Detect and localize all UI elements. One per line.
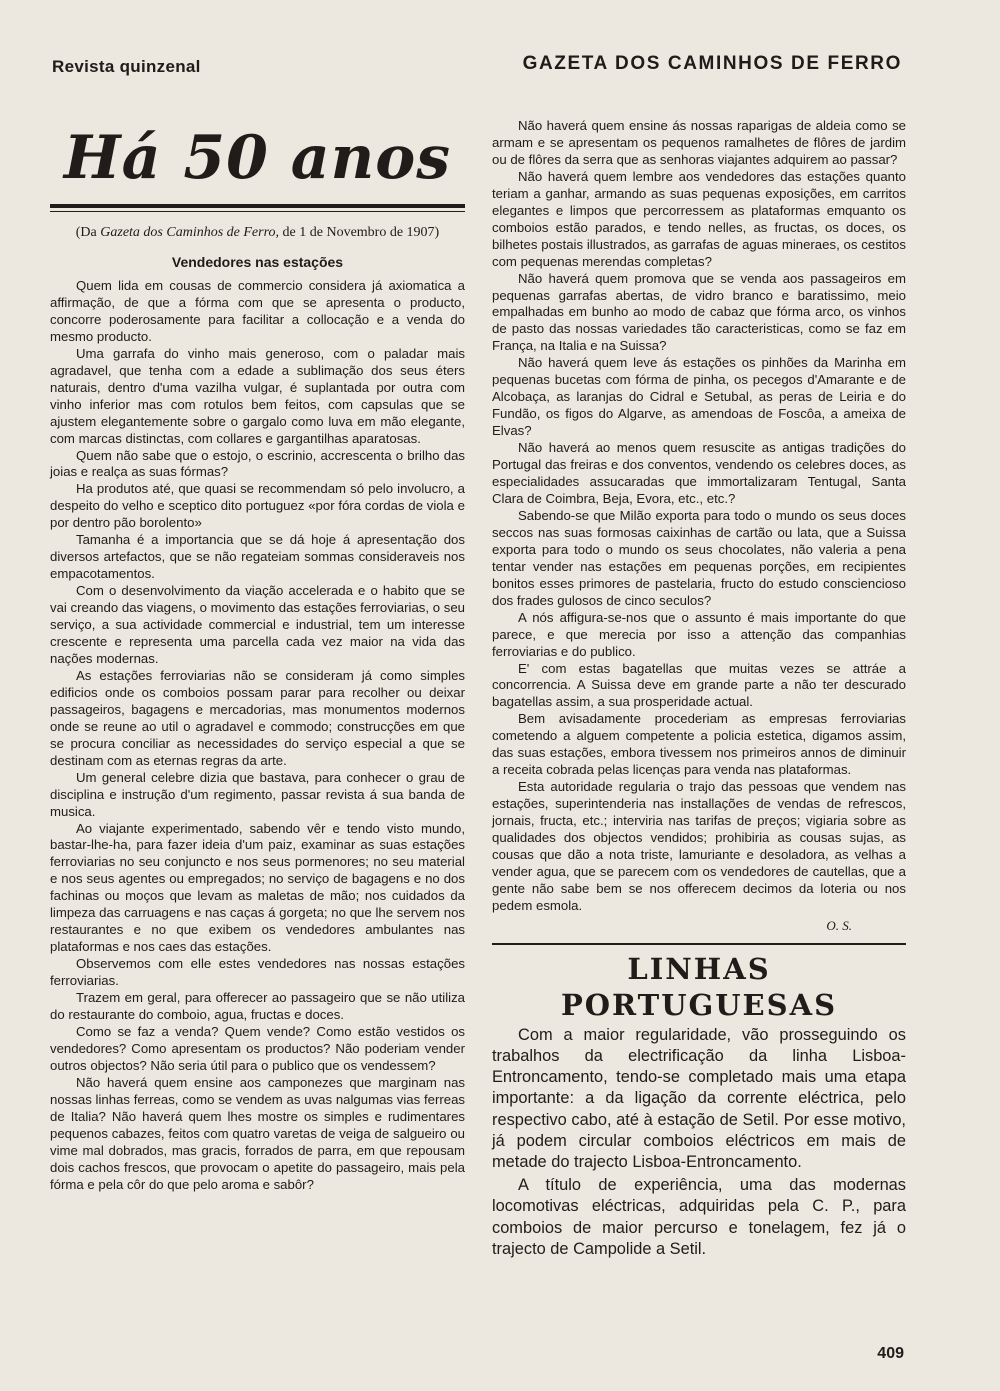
paragraph: Com a maior regularidade, vão prosseguindo os trabalhos da electrificação da linha Lisboa-Entroncamento, tendo-se completado mais uma etapa importante: a da ligação da corrente eléctrica, pelo respectivo cabo, até à estação de Setil. Por esse motivo, já podem circular comboios eléctricos em mais de metade do trajecto Lisboa-Entroncamento.: [492, 1025, 906, 1172]
article-subtitle: Vendedores nas estações: [171, 254, 344, 270]
section-title: LINHAS PORTUGUESAS: [560, 951, 838, 1022]
title-rule-thin: [50, 211, 465, 212]
paragraph: Trazem em geral, para offerecer ao passageiro que se não utiliza do restaurante do comboio, agua, fructas e doces.: [50, 990, 465, 1022]
news-section: [492, 943, 906, 1260]
paragraph: Ao viajante experimentado, sabendo vêr e tendo visto mundo, bastar-lhe-ha, para fazer ideia d'um paiz, examinar as suas estações ferroviarias no seu conjuncto e nos seus pormenores; no seu material e nos seus agentes ou empregados; no serviço de bagagens e no dos fachinas ou moços que levam as maletas de mão; nos cuidados da limpeza das carruagens e nas caças á gorgeta; no que lhe servem nos restaurantes e no que exibem os vendedores ambulantes nas plataformas e nos caes das estações.: [50, 820, 465, 955]
section-body: [492, 1025, 906, 1260]
section-rule: [492, 943, 906, 945]
paragraph: Como se faz a venda? Quem vende? Como estão vestidos os vendedores? Como apresentam os productos? Não poderiam vender outros objectos? Não seria útil para o publico que os vendessem?: [50, 1023, 465, 1073]
paragraph: Não haverá quem ensine ás nossas raparigas de aldeia como se armam e se apresentam os pequenos ramalhetes de flôres de jardim ou de flôres da serra que as senhoras viajantes adquirem ao passar?: [492, 118, 906, 167]
page-number: 409: [877, 1345, 904, 1362]
paragraph: Esta autoridade regularia o trajo das pessoas que vendem nas estações, superintenderia nas installações de vendas de refrescos, jornais, fructa, etc.; interviria nas tarifas de preços; vigiaria sobre as qualidades dos objectos vendidos; prohibiria as cousas sujas, as cousas que dão a nota triste, lamuriante e desoladora, as velhas a vender agua, que se parecem com os vendedores de cautellas, que a gente não sabe bem se nos offerecem decimos da loteria ou nos pedem esmola.: [492, 779, 906, 913]
paragraph: Quem não sabe que o estojo, o escrinio, accrescenta o brilho das joias e realça as suas fórmas?: [50, 447, 465, 480]
paragraph: Ha produtos até, que quasi se recommendam só pelo involucro, a despeito do velho e sceptico dito portuguez «por fóra cordas de viola e por dentro pão borolento»: [50, 481, 465, 531]
title-rule-thick: [50, 204, 465, 208]
paragraph: Não haverá quem promova que se venda aos passageiros em pequenas garrafas abertas, de vidro branco e baratissimo, meio empalhadas em bunho ao modo de cabaz que fórma arco, os vinhos de pasto das nossas variedades tão caracteristicas, como se faz em França, na Italia e na Suissa?: [492, 270, 906, 354]
article-title: Há 50 anos: [63, 123, 452, 193]
paragraph: Quem lida em cousas de commercio considera já axiomatica a affirmação, de que a fórma com que se apresenta o producto, concorre poderosamente para facilitar a collocação e a venda do mesmo producto.: [50, 278, 465, 344]
magazine-frequency: Revista quinzenal: [52, 57, 201, 76]
paragraph: Sabendo-se que Milão exporta para todo o mundo os seus doces seccos nas suas formosas caixinhas de cartão ou lata, que a Suissa exporta para todo o mundo os seus chocolates, não valeria a pena tentar vender nas estações em pequenas porções, em recipientes bonitos esses primores de pastelaria, fructo do estudo consciencioso dos frades gulosos de cinco seculos?: [492, 507, 906, 608]
paragraph: Uma garrafa do vinho mais generoso, com o paladar mais agradavel, que tenha com a edade a sublimação dos seus éters naturais, dentro d'uma vazilha vulgar, é suplantada por outra com vinho inferior mas com rotulos bem feitos, com capsulas que se ajustem elegantemente sobre o gargalo como luva em mão elegante, com marcas distinctas, com collares e gargantilhas aparatosas.: [50, 345, 465, 446]
source-suffix: de 1 de Novembro de 1907): [279, 225, 440, 240]
paragraph: Não haverá quem ensine aos camponezes que marginam nas nossas linhas ferreas, como se vendem as uvas nalgumas vias ferreas de Italia? Não haverá quem lhes mostre os simples e rudimentares pequenos cabazes, feitos com quatro varetas de veiga de salgueiro ou vime mal dobrados, mas gracis, forrados de parra, em que repousam dois cachos frescos, que provocam o apetite do passageiro, mais pela fórma e pela côr do que pelo aroma e sabôr?: [50, 1074, 465, 1192]
paragraph: Não haverá ao menos quem resuscite as antigas tradições do Portugal das freiras e dos conventos, vendendo os celebres doces, as especialidades assucaradas que immortalizaram Tentugal, Santa Clara de Coimbra, Beja, Evora, etc., etc.?: [492, 440, 906, 506]
paragraph: E' com estas bagatellas que muitas vezes se attráe a concorrencia. A Suissa deve em grande parte a não ter descurado bagatellas assim, a sua prosperidade actual.: [492, 660, 906, 710]
paragraph: As estações ferroviarias não se consideram já como simples edificios onde os comboios possam parar para recolher ou deixar passageiros, bagagens e mercadorias, mas monumentos modernos onde se reune ao util o agradavel e commodo; construcções em que se procura conciliar as necessidades do serviço especial a que se destinam com as eternas regras da arte.: [50, 667, 465, 768]
paragraph: A título de experiência, uma das modernas locomotivas eléctricas, adquiridas pela C. P., para comboios de maior percurso e tonelagem, fez já o trajecto de Campolide a Setil.: [492, 1176, 906, 1258]
magazine-title: GAZETA DOS CAMINHOS DE FERRO: [522, 53, 902, 74]
article-body-right: [492, 118, 906, 915]
paragraph: Com o desenvolvimento da viação accelerada e o habito que se vai creando das viagens, o movimento das estações ferroviarias, o seu serviço, a sua actividade commercial e industrial, tem um interesse crescente e representa uma parcella cada vez maior na vida das nações modernas.: [50, 583, 465, 666]
article-source: [50, 224, 465, 242]
paragraph: Tamanha é a importancia que se dá hoje á apresentação dos diversos artefactos, que se não regateiam sommas consideraveis nos empacotamentos.: [50, 532, 465, 582]
paragraph: Observemos com elle estes vendedores nas nossas estações ferroviarias.: [50, 956, 465, 989]
paragraph: Não haverá quem leve ás estações os pinhões da Marinha em pequenas bucetas com fórma de pinha, os pecegos d'Amarante e de Alcobaça, as laranjas do Cidral e Setubal, as peras de Leiria e do Fundão, os figos do Algarve, as amendoas de Foscôa, a ameixa de Elvas?: [492, 355, 906, 439]
article-body-left: [50, 278, 465, 1193]
paragraph: Bem avisadamente procederiam as empresas ferroviarias cometendo a alguem competente a policia estetica, digamos assim, das suas estações, embora tivessem nos primeiros annos de diminuir a receita cobrada pelas licenças para venda nas plataformas.: [492, 711, 906, 778]
source-prefix: (Da: [75, 225, 101, 240]
left-column: [50, 118, 465, 1193]
source-publication: Gazeta dos Caminhos de Ferro,: [100, 225, 280, 240]
paragraph: Um general celebre dizia que bastava, para conhecer o grau de disciplina e instrução d'um regimento, passar revista á sua banda de musica.: [50, 769, 465, 819]
paragraph: A nós affigura-se-nos que o assunto é mais importante do que parece, e que merecia por isso a attenção das companhias ferroviarias e do publico.: [492, 609, 906, 659]
article-signature: O. S.: [826, 917, 852, 933]
paragraph: Não haverá quem lembre aos vendedores das estações quanto teriam a ganhar, armando as suas pequenas exposições, em carritos elegantes e limpos que percorressem as plataformas emquanto os comboios estão parados, e tendo nelles, as fructas, os doces, os bilhetes postais illustrados, as garrafas de aguas mineraes, os cestitos com pequenas merendas completas?: [492, 168, 906, 269]
right-column: [492, 118, 906, 1260]
